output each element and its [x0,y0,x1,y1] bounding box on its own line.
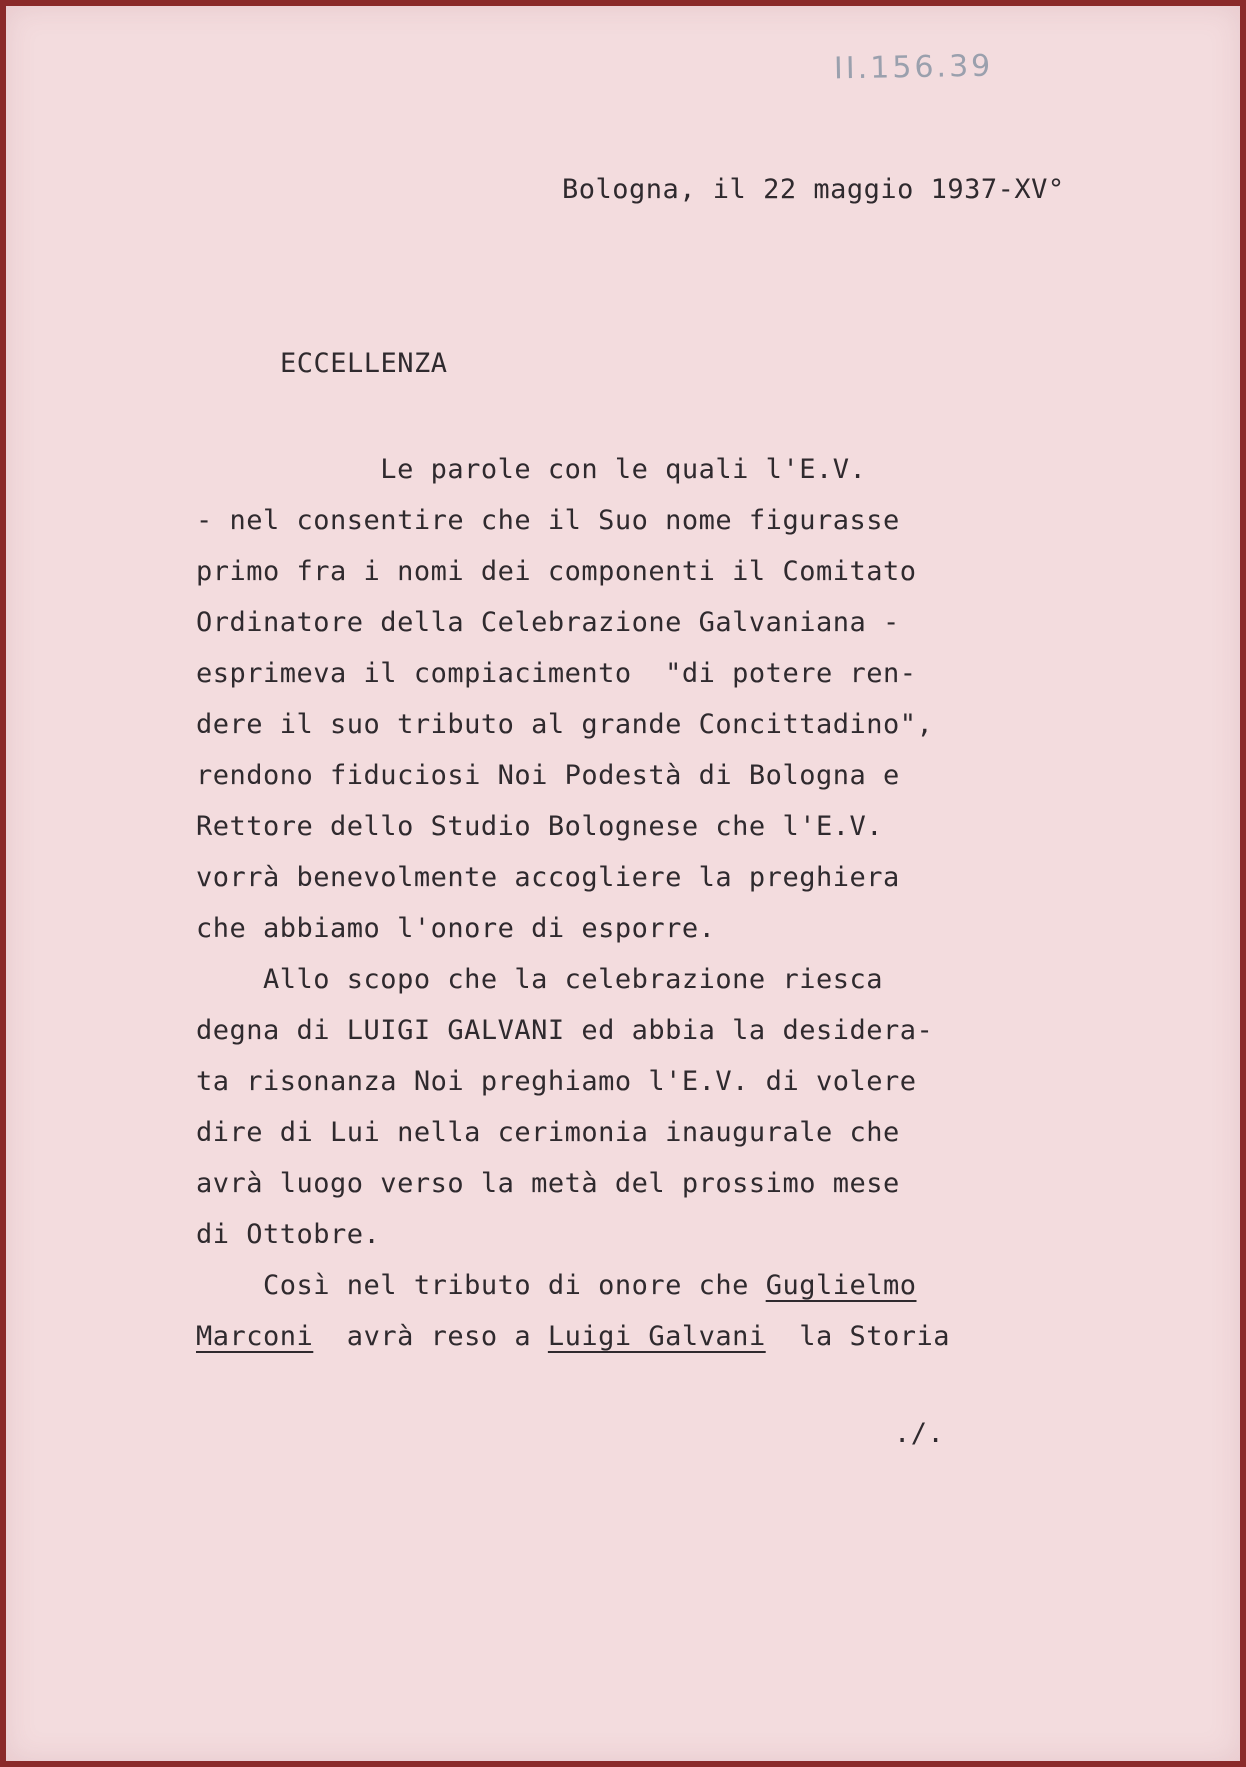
body-line: ta risonanza Noi preghiamo l'E.V. di volere [196,1066,917,1097]
body-line [196,1321,950,1352]
archive-pencil-mark: II.156.39 [833,48,994,87]
body-line: esprimeva il compiacimento "di potere ren- [196,658,917,689]
body-line: che abbiamo l'onore di esporre. [196,913,716,944]
body-line: avrà luogo verso la metà del prossimo mese [196,1168,900,1199]
letter-page [6,6,1240,1761]
continuation-mark: ./. [894,1418,945,1449]
body-line: degna di LUIGI GALVANI ed abbia la desidera- [196,1015,934,1046]
body-line: Ordinatore della Celebrazione Galvaniana - [196,607,900,638]
body-line: dire di Lui nella cerimonia inaugurale che [196,1117,900,1148]
body-text: la Storia [765,1321,951,1352]
body-line: rendono fiduciosi Noi Podestà di Bologna e [196,760,900,791]
body-line: Rettore dello Studio Bolognese che l'E.V. [196,811,883,842]
body-text: Così nel tributo di onore che [196,1270,766,1301]
body-line: di Ottobre. [196,1219,381,1250]
salutation: ECCELLENZA [280,348,448,379]
underlined-name-luigi-galvani: Luigi Galvani [547,1321,766,1352]
body-text: avrà reso a [313,1321,548,1352]
body-line: primo fra i nomi dei componenti il Comitato [196,556,917,587]
body-line: Allo scopo che la celebrazione riesca [196,964,883,995]
date-line: Bologna, il 22 maggio 1937-XV° [562,174,1065,205]
body-line [196,1270,917,1301]
body-line: Le parole con le quali l'E.V. [196,454,867,485]
underlined-name-guglielmo: Guglielmo [765,1270,917,1301]
body-line: - nel consentire che il Suo nome figurasse [196,505,900,536]
underlined-name-marconi: Marconi [196,1321,314,1352]
body-line: dere il suo tributo al grande Concittadino", [196,709,934,740]
body-line: vorrà benevolmente accogliere la preghiera [196,862,900,893]
